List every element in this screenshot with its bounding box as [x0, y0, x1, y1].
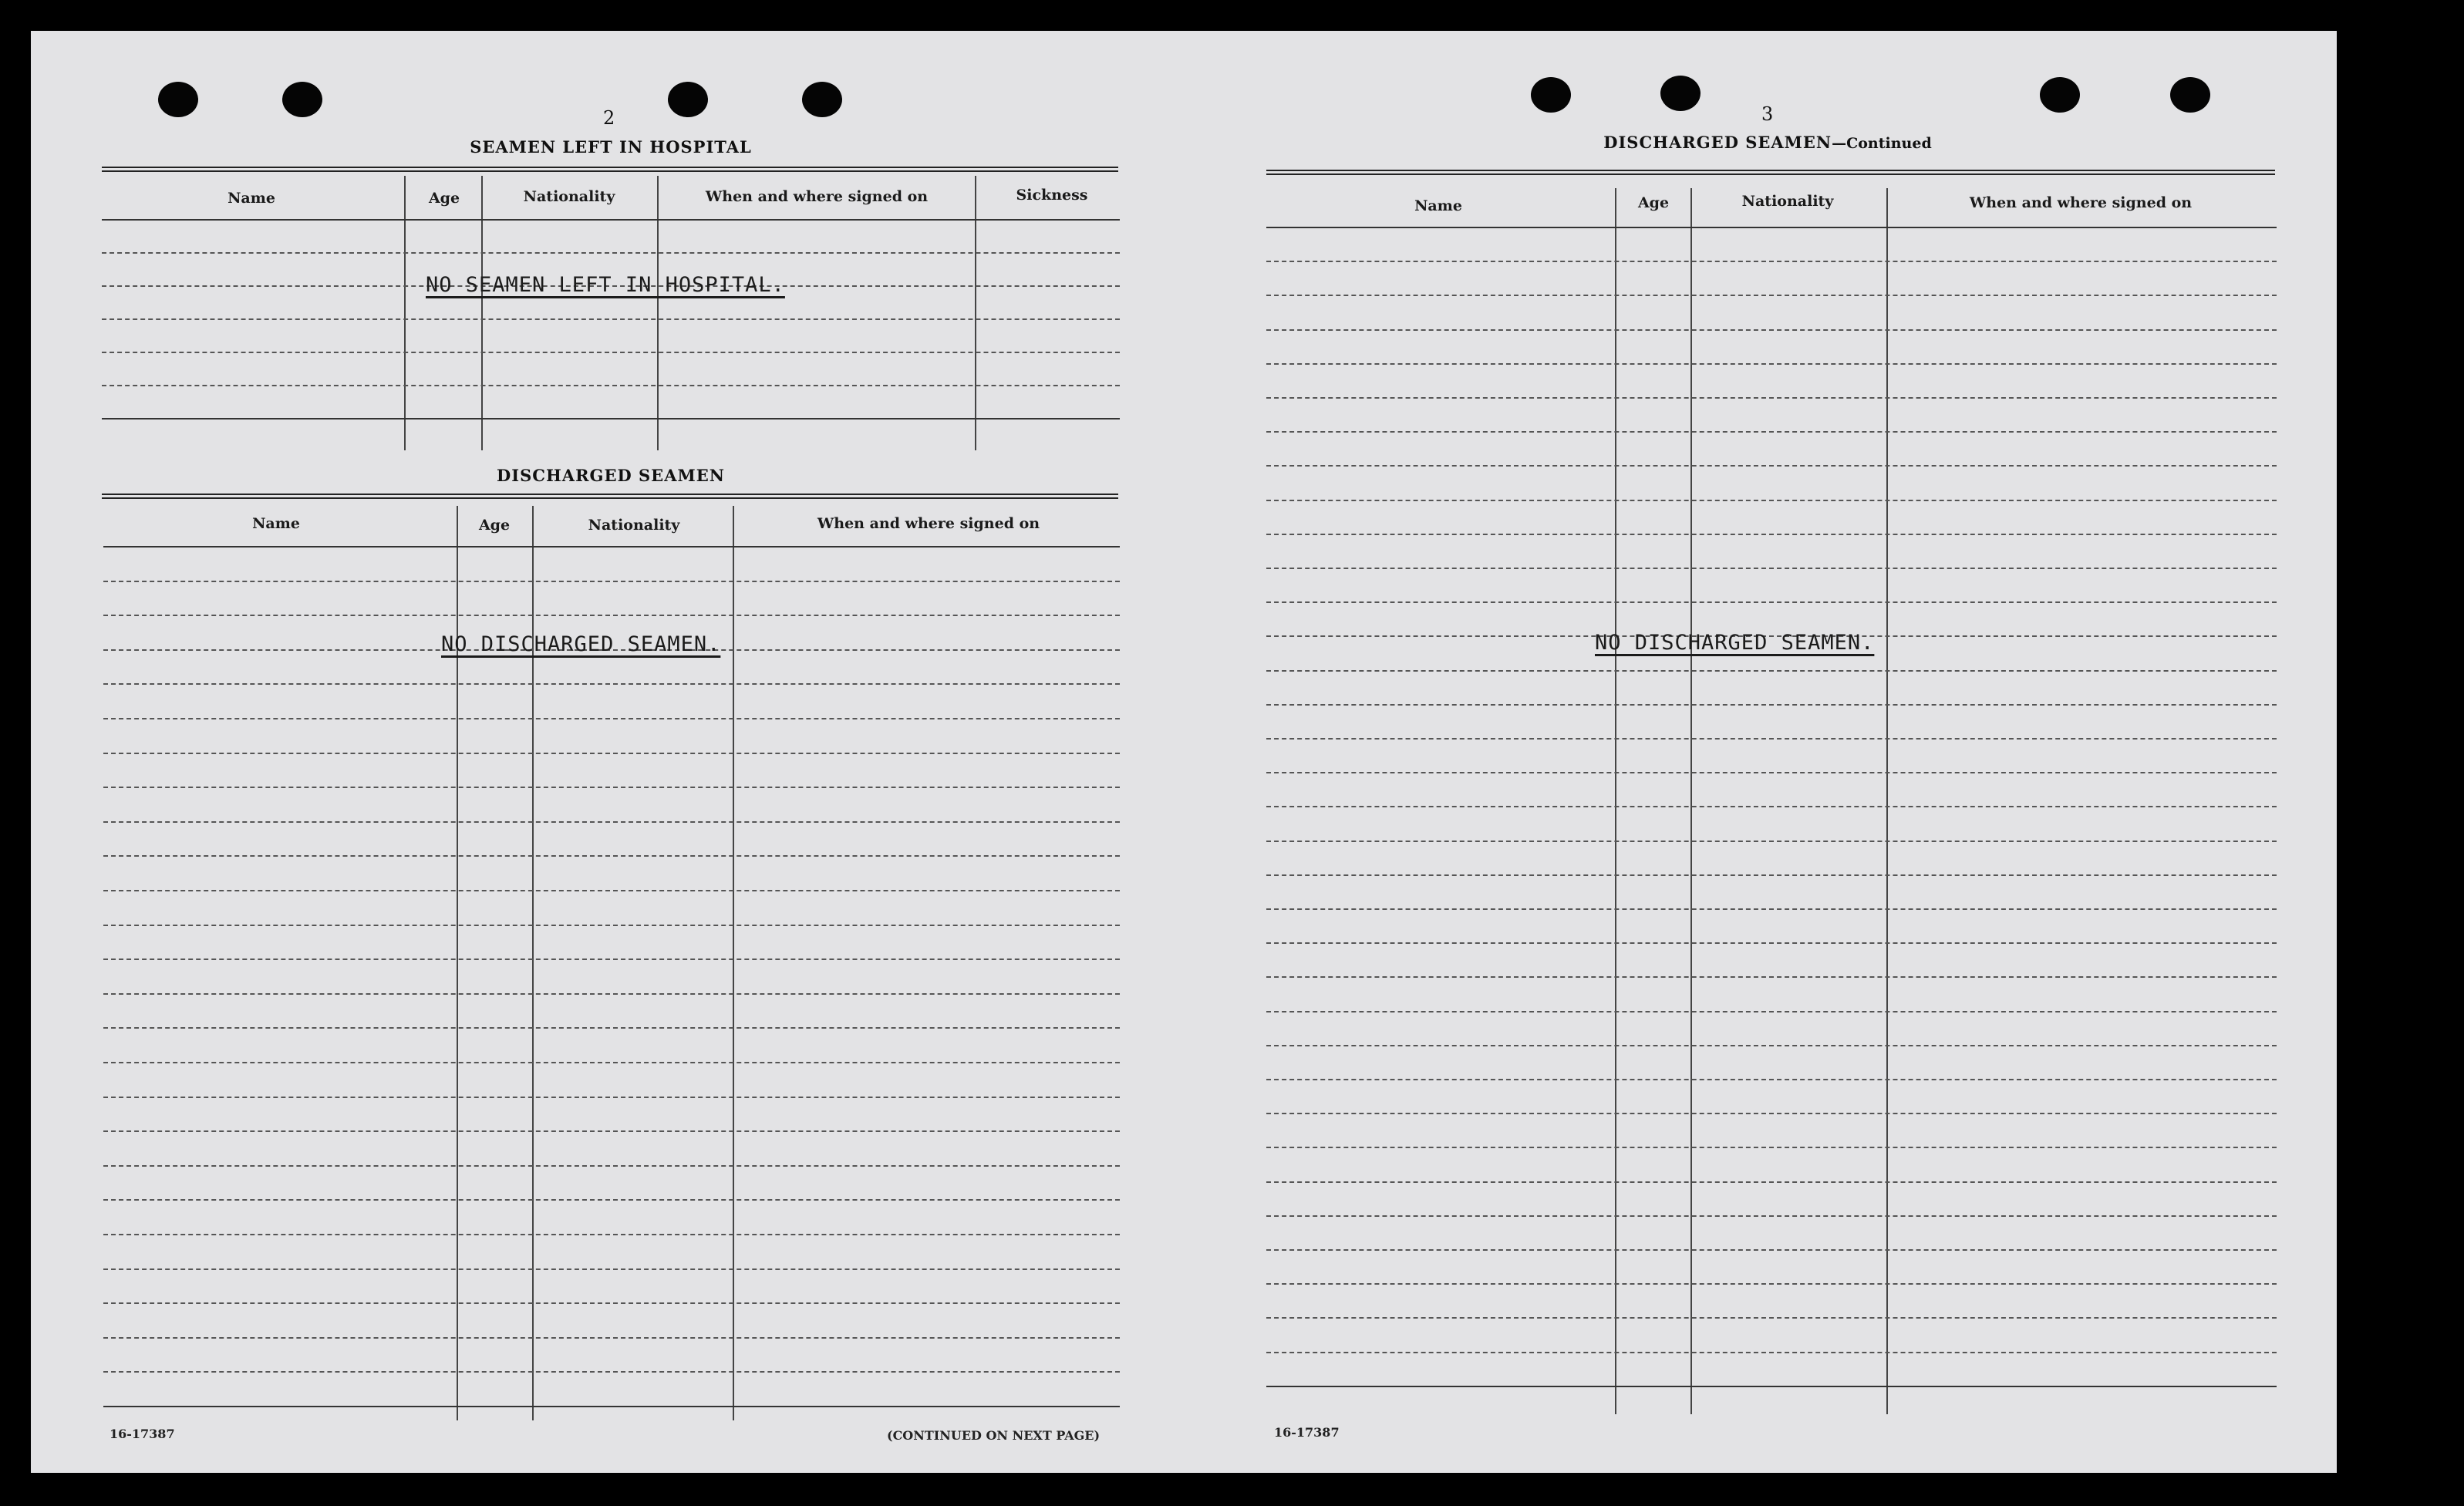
ruled-line — [103, 581, 1120, 582]
ruled-line — [102, 352, 1120, 353]
ruled-line — [102, 219, 1120, 221]
ruled-line — [103, 1337, 1120, 1339]
typed-note-discharged: NO DISCHARGED SEAMEN. — [441, 632, 721, 656]
ruled-line — [1266, 295, 2277, 296]
section-title-hospital: SEAMEN LEFT IN HOSPITAL — [470, 137, 752, 157]
column-divider — [404, 176, 406, 450]
ruled-line — [1266, 1113, 2277, 1114]
ruled-line — [1266, 500, 2277, 501]
ruled-line — [1266, 1215, 2277, 1217]
col-header-nationality: Nationality — [588, 517, 680, 534]
ruled-line — [103, 890, 1120, 891]
ruled-line — [1266, 431, 2277, 433]
ruled-line — [1266, 1283, 2277, 1285]
ruled-line — [103, 787, 1120, 788]
punch-hole — [1531, 77, 1571, 113]
ruled-line — [103, 959, 1120, 960]
ruled-line — [1266, 1181, 2277, 1183]
ruled-line — [1266, 841, 2277, 842]
continued-note: (CONTINUED ON NEXT PAGE) — [887, 1428, 1101, 1443]
typed-note-hospital: NO SEAMEN LEFT IN HOSPITAL. — [426, 273, 785, 297]
section-title-discharged-continued — [1603, 133, 1932, 152]
ruled-line — [103, 683, 1120, 685]
col-header-nationality: Nationality — [523, 188, 615, 205]
ruled-line — [103, 1199, 1120, 1201]
column-divider — [975, 176, 976, 450]
punch-hole — [802, 82, 842, 117]
col-header-age: Age — [1637, 194, 1670, 211]
ruled-line — [1266, 601, 2277, 603]
ruled-line — [1266, 806, 2277, 807]
ruled-line — [103, 1268, 1120, 1270]
ruled-line — [1266, 942, 2277, 944]
ruled-line — [1266, 1079, 2277, 1080]
ruled-line — [103, 1062, 1120, 1063]
ruled-line — [102, 385, 1120, 386]
ruled-line — [103, 1302, 1120, 1304]
ruled-line — [103, 546, 1120, 547]
col-header-when-where: When and where signed on — [1969, 194, 2193, 211]
section-title-discharged: DISCHARGED SEAMEN — [497, 466, 725, 485]
col-header-name: Name — [252, 515, 300, 532]
column-divider — [481, 176, 483, 450]
ruled-line — [102, 418, 1120, 419]
col-header-when-where: When and where signed on — [817, 515, 1040, 532]
ruled-line — [103, 615, 1120, 616]
column-divider — [1886, 188, 1888, 1414]
page-number: 3 — [1761, 103, 1774, 125]
ruled-line — [103, 821, 1120, 823]
ruled-line — [1266, 704, 2277, 706]
punch-hole — [1660, 76, 1701, 111]
title-suffix: —Continued — [1832, 135, 1932, 152]
column-divider — [1690, 188, 1692, 1414]
ruled-line — [103, 1027, 1120, 1029]
typed-note-discharged-continued: NO DISCHARGED SEAMEN. — [1595, 631, 1875, 655]
ruled-line — [103, 1234, 1120, 1235]
ruled-line — [103, 753, 1120, 754]
ruled-line — [1266, 1386, 2277, 1387]
ruled-line — [1266, 1352, 2277, 1353]
ruled-line — [103, 1130, 1120, 1132]
ruled-line — [103, 1165, 1120, 1167]
punch-hole — [2170, 77, 2210, 113]
ruled-line — [1266, 670, 2277, 672]
punch-hole — [668, 82, 708, 117]
column-divider — [657, 176, 659, 450]
ruled-line — [1266, 1045, 2277, 1046]
ruled-line — [102, 318, 1120, 320]
ruled-line — [103, 855, 1120, 857]
ruled-line — [1266, 261, 2277, 262]
double-rule — [102, 167, 1118, 172]
ruled-line — [1266, 534, 2277, 535]
ruled-line — [1266, 976, 2277, 978]
ruled-line — [1266, 1147, 2277, 1148]
col-header-name: Name — [228, 190, 275, 207]
ruled-line — [1266, 1317, 2277, 1319]
ruled-line — [1266, 772, 2277, 773]
ruled-line — [1266, 227, 2277, 228]
col-header-name: Name — [1414, 197, 1462, 214]
ruled-line — [1266, 363, 2277, 365]
double-rule — [1266, 170, 2275, 175]
ruled-line — [102, 252, 1120, 254]
col-header-age: Age — [428, 190, 460, 207]
ruled-line — [1266, 1011, 2277, 1012]
form-number: 16-17387 — [110, 1427, 175, 1441]
ruled-line — [103, 1097, 1120, 1098]
ruled-line — [103, 993, 1120, 995]
col-header-nationality: Nationality — [1741, 193, 1834, 210]
column-divider — [733, 506, 734, 1420]
form-number: 16-17387 — [1274, 1425, 1340, 1440]
punch-hole — [2040, 77, 2080, 113]
ruled-line — [1266, 465, 2277, 467]
column-divider — [1615, 188, 1616, 1414]
ruled-line — [103, 1406, 1120, 1407]
punch-hole — [158, 82, 198, 117]
punch-hole — [282, 82, 322, 117]
ruled-line — [1266, 874, 2277, 876]
ruled-line — [1266, 568, 2277, 569]
ruled-line — [1266, 908, 2277, 910]
ruled-line — [1266, 397, 2277, 399]
ruled-line — [1266, 738, 2277, 740]
col-header-sickness: Sickness — [1016, 187, 1088, 204]
ruled-line — [103, 925, 1120, 926]
double-rule — [102, 494, 1118, 499]
ruled-line — [1266, 329, 2277, 331]
ruled-line — [1266, 1249, 2277, 1251]
col-header-age: Age — [478, 517, 511, 534]
ruled-line — [103, 718, 1120, 719]
page-number: 2 — [603, 107, 615, 129]
title-text: DISCHARGED SEAMEN — [1603, 133, 1832, 152]
ruled-line — [103, 1371, 1120, 1373]
col-header-when-where: When and where signed on — [705, 188, 929, 205]
